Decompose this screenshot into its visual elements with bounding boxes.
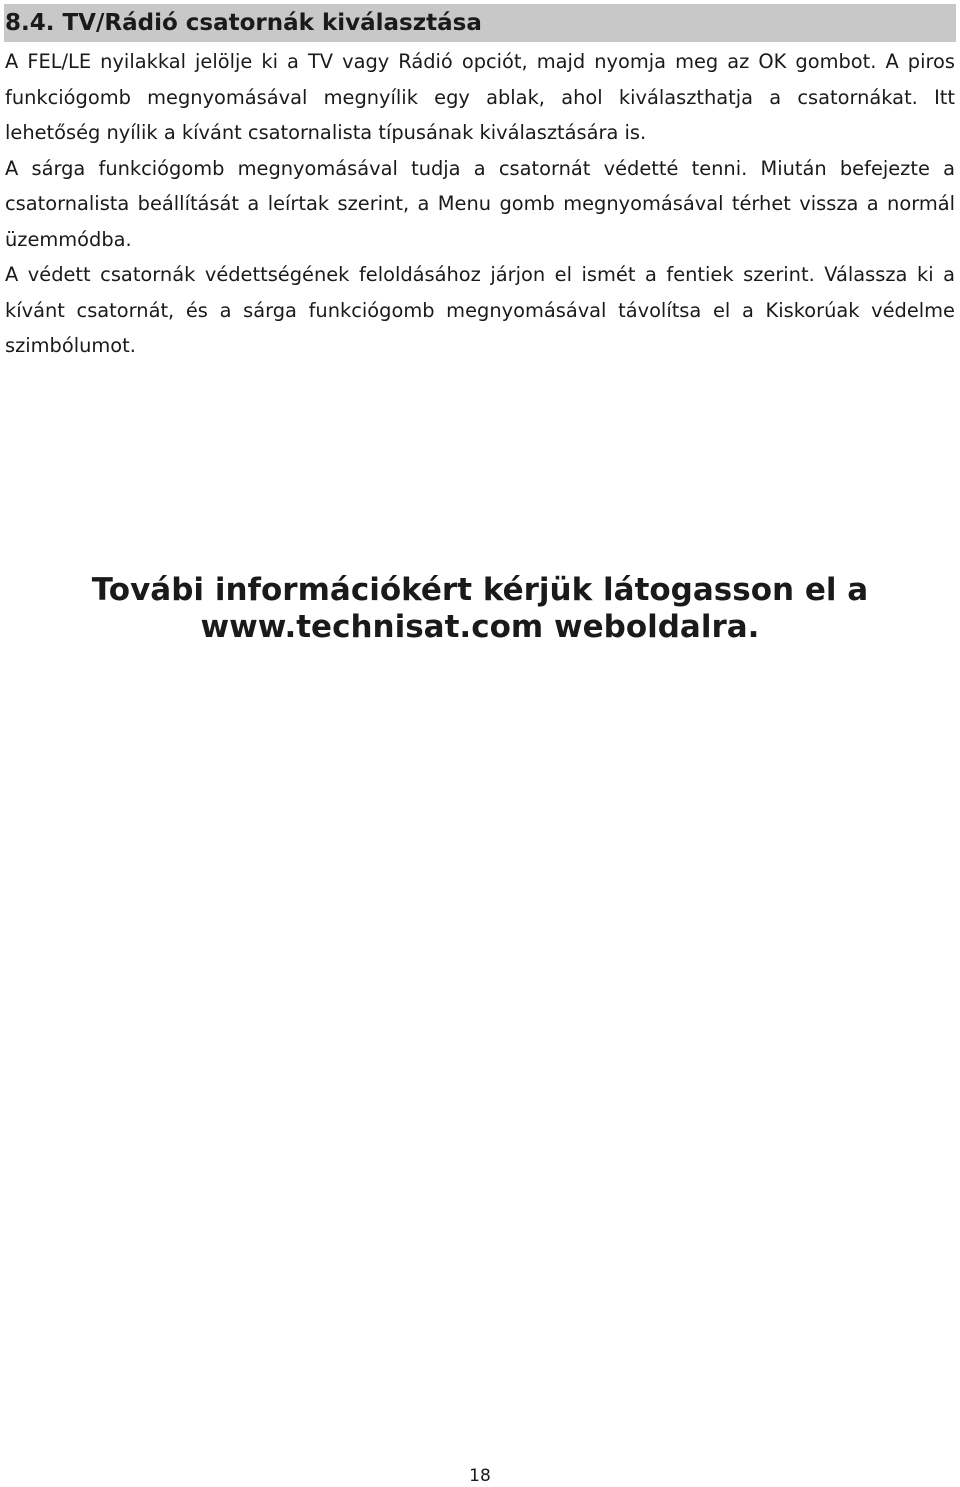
page-number: 18: [469, 1466, 491, 1486]
paragraph-channel-selection: A FEL/LE nyilakkal jelölje ki a TV vagy Rádió opciót, majd nyomja meg az OK gombot. A piros funkciógomb megnyomásával megnyílik egy ablak, ahol kiválaszthatja a csatornákat. Itt lehetőség nyílik a kívánt csatornalista típusának kiválasztására is.: [5, 50, 955, 144]
website-notice: [0, 572, 960, 646]
body-text: [5, 44, 955, 364]
website-notice-line-1: Továbi információkért kérjük látogasson el a: [91, 572, 869, 608]
paragraph-lock-channel: A sárga funkciógomb megnyomásával tudja a csatornát védetté tenni. Miután befejezte a csatornalista beállítását a leírtak szerint, a Menu gomb megnyomásával térhet vissza a normál üzemmódba.: [5, 156, 955, 251]
section-heading: 8.4. TV/Rádió csatornák kiválasztása: [4, 4, 956, 42]
website-notice-line-2: www.technisat.com weboldalra.: [200, 609, 760, 645]
paragraph-unlock-channel: A védett csatornák védettségének feloldásához járjon el ismét a fentiek szerint. Válassza ki a kívánt csatornát, és a sárga funkciógomb megnyomásával távolítsa el a Kiskorúak védelme szimbólumot.: [5, 263, 955, 357]
